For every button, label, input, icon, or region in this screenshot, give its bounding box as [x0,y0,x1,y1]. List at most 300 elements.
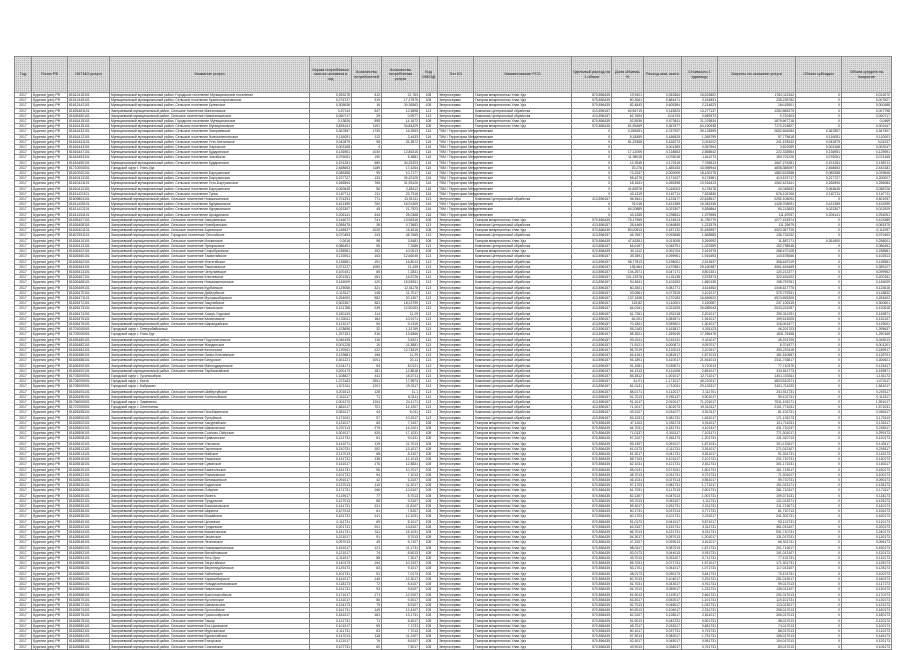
table-cell[interactable]: 0,110173 [842,628,892,633]
table-cell[interactable]: 0 [796,602,842,607]
table-cell[interactable]: Заиграевский муниципальный район, Сельское поселение Новодесятниковское [110,582,310,587]
table-cell[interactable]: 0,101138 [644,275,682,280]
table-cell[interactable]: Энергосервис [438,228,474,233]
table-cell[interactable]: 81626546101 [68,535,110,540]
table-cell[interactable]: 0 [796,269,842,274]
table-cell[interactable]: 81706000001 [68,399,110,404]
table-cell[interactable]: 2017 [15,197,32,202]
table-cell[interactable]: Энергосервис [438,275,474,280]
table-cell[interactable]: 570,856435 [572,467,612,472]
table-cell[interactable]: Энергосервис [438,478,474,483]
table-cell[interactable]: 320,461002 [718,275,796,280]
table-cell[interactable]: 98,017013 [718,618,796,623]
table-cell[interactable]: 0,711731 [682,556,718,561]
table-cell[interactable]: ТКМ / Территории Менделеевские [439,181,493,186]
table-cell[interactable]: 570,856435 [572,608,612,613]
table-cell[interactable]: 10,0513 [382,249,420,254]
table-cell[interactable]: 0,136951 [796,150,842,155]
table-cell[interactable]: 413,896157 [572,379,612,384]
table-cell[interactable]: 0,046195 [310,337,352,342]
table-cell[interactable]: Энергосервис [438,306,474,311]
table-cell[interactable]: Энергосервис [438,462,474,467]
table-cell[interactable]: 0,099952 [842,269,892,274]
table-cell[interactable]: 7170,215827 [718,124,796,129]
table-cell[interactable]: 1,611273 [682,155,718,160]
table-cell[interactable]: 0,046859 [644,223,682,228]
table-cell[interactable]: 11,98018 [612,155,644,160]
table-cell[interactable]: Компания Центральный обработка [474,363,572,368]
table-cell[interactable]: Бурятия (рес) РФ [32,608,68,613]
table-cell[interactable]: 1,710011 [644,384,682,389]
table-cell[interactable]: Компания Центральный обработка [474,321,572,326]
table-cell[interactable]: 113 [420,108,438,113]
table-cell[interactable]: 201,713017 [718,545,796,550]
table-cell[interactable]: 570,856435 [572,587,612,592]
table-cell[interactable]: Энергосервис [438,405,474,410]
table-cell[interactable]: 1,290165 [842,332,892,337]
table-cell[interactable]: 81626514101 [68,452,110,457]
table-cell[interactable]: 55,2163 [612,327,644,332]
table-cell[interactable]: 760 [352,202,382,207]
table-cell[interactable]: 49,9013 [612,644,644,649]
table-cell[interactable]: Энергосервис [438,613,474,618]
table-cell[interactable]: 413,896157 [572,373,612,378]
table-cell[interactable]: 108 [420,514,438,519]
table-cell[interactable]: 0 [572,186,612,191]
table-cell[interactable]: 81610413101 [68,176,110,181]
table-cell[interactable]: 250,311291 [718,311,796,316]
table-cell[interactable]: 0,04703 [644,113,682,118]
table-cell[interactable]: Бурятия (рес) РФ [32,498,68,503]
table-cell[interactable]: 570,856435 [572,103,612,108]
table-cell[interactable]: 113 [420,347,438,352]
table-cell[interactable]: 40,045632 [718,186,796,191]
table-cell[interactable]: 741 [352,217,382,222]
table-cell[interactable]: 54,150938 [682,124,718,129]
table-cell[interactable]: Компания Центральный обработка [474,353,572,358]
table-cell[interactable]: 71,301017 [718,472,796,477]
table-cell[interactable]: 9,8107 [382,587,420,592]
table-cell[interactable]: 108 [420,228,438,233]
table-cell[interactable]: Энергосервис [438,535,474,540]
table-cell[interactable]: Бурятия (рес) РФ [32,368,68,373]
table-cell[interactable]: 0,100173 [842,472,892,477]
table-cell[interactable]: 108 [420,446,438,451]
table-cell[interactable]: Городской округ г. Северобайкальск [110,327,310,332]
table-cell[interactable]: Компания Центральный обработка [474,316,572,321]
table-cell[interactable]: 0,145009 [310,280,352,285]
table-cell[interactable]: 81626538101 [68,514,110,519]
table-cell[interactable]: 321 [352,285,382,290]
table-cell[interactable]: Компания Центральный обработка [474,285,572,290]
table-cell[interactable]: 0,129591 [842,150,892,155]
table-cell[interactable]: 255,017013 [718,608,796,613]
table-cell[interactable]: Энергосервис [438,540,474,545]
table-cell[interactable]: 81626584101 [68,634,110,639]
table-cell[interactable]: 0,058726 [842,186,892,191]
table-cell[interactable]: Заиграевский муниципальный район, Сельское поселение Шанагинское [110,426,310,431]
table-cell[interactable]: 46,201703 [718,327,796,332]
table-cell[interactable]: 570,856435 [572,613,612,618]
table-cell[interactable]: 2017 [15,363,32,368]
table-cell[interactable]: 0 [572,150,612,155]
table-cell[interactable]: 701 [352,405,382,410]
table-cell[interactable]: 191,013171 [718,483,796,488]
table-cell[interactable]: 135,013107 [718,587,796,592]
table-cell[interactable]: 0 [796,582,842,587]
column-header[interactable]: Удельный расход на 1 объем [572,57,612,93]
table-cell[interactable]: 570,856435 [572,530,612,535]
table-cell[interactable]: Энергосервис [438,582,474,587]
table-cell[interactable]: 108 [420,571,438,576]
table-cell[interactable]: 0,070493 [310,233,352,238]
table-cell[interactable]: Энергосервис [438,389,474,394]
table-cell[interactable]: 12,5898 [382,108,420,113]
table-cell[interactable]: 2,214623 [682,103,718,108]
table-cell[interactable]: 81626568101 [68,592,110,597]
table-cell[interactable]: 870,856435 [572,93,612,98]
table-cell[interactable]: Энергосервис [438,550,474,555]
table-cell[interactable]: 1,399637 [842,327,892,332]
table-cell[interactable]: 16,8116 [382,228,420,233]
table-cell[interactable]: 0,256084 [842,181,892,186]
table-cell[interactable]: 121,013071 [718,498,796,503]
table-cell[interactable]: 0,083571 [644,316,682,321]
table-cell[interactable]: 81701000001 [68,327,110,332]
table-cell[interactable]: 0,161017 [310,576,352,581]
table-cell[interactable]: 81626488101 [68,358,110,363]
table-cell[interactable]: 0,021525 [644,306,682,311]
table-cell[interactable]: 0,605384 [644,103,682,108]
table-cell[interactable]: 14,5726 [382,275,420,280]
table-cell[interactable]: 1030 [352,150,382,155]
table-cell[interactable]: Заиграевский муниципальный район, Сельское поселение Кижингинское [110,530,310,535]
table-cell[interactable]: Энергосервис [438,119,474,124]
table-cell[interactable]: 3,164831 [682,98,718,103]
table-cell[interactable]: 0 [796,363,842,368]
table-cell[interactable]: 2017 [15,493,32,498]
table-cell[interactable]: Бурятия (рес) РФ [32,145,68,150]
table-cell[interactable]: 570,856435 [572,462,612,467]
table-cell[interactable]: Энергосервис [438,426,474,431]
table-cell[interactable]: 4913,695305 [718,295,796,300]
table-cell[interactable]: 413,896157 [572,337,612,342]
table-cell[interactable]: 2017 [15,337,32,342]
table-cell[interactable]: 2017 [15,176,32,181]
table-cell[interactable]: 2017 [15,483,32,488]
table-cell[interactable]: 2,001273 [310,399,352,404]
table-cell[interactable]: 570,856435 [572,597,612,602]
table-cell[interactable]: 81626566101 [68,587,110,592]
table-cell[interactable]: 113 [420,316,438,321]
table-cell[interactable]: 0,086451 [842,243,892,248]
table-cell[interactable]: 61,29358 [612,139,644,144]
table-cell[interactable]: 0 [796,373,842,378]
table-cell[interactable]: 0,701731 [682,472,718,477]
table-cell[interactable]: 1,031731 [682,602,718,607]
table-cell[interactable]: ТКМ / Территории Менделеевские [439,202,493,207]
table-cell[interactable]: 0,043731 [644,618,682,623]
table-cell[interactable]: Газпром межрегионгаз Улан-Удэ [474,514,572,519]
table-cell[interactable]: Бурятия (рес) РФ [32,644,68,649]
table-cell[interactable]: 81626522101 [68,472,110,477]
table-cell[interactable]: 0,081017 [310,410,352,415]
table-cell[interactable]: 10,7017 [382,467,420,472]
table-cell[interactable]: 0,611017 [682,540,718,545]
table-cell[interactable]: Муниципальный муниципальный район, Городское поселение Муниципальное поселение [110,93,310,98]
table-cell[interactable]: 116 [420,176,438,181]
table-cell[interactable]: Энергосервис [438,223,474,228]
table-cell[interactable]: Муниципальный муниципальный район, Сельское поселение Харьяское [110,145,310,150]
table-cell[interactable]: 1,379955 [682,212,718,217]
table-cell[interactable]: 12,4107 [382,608,420,613]
table-cell[interactable]: 0 [796,405,842,410]
table-cell[interactable]: 0,300601 [842,301,892,306]
table-cell[interactable]: 0,016003 [644,186,682,191]
table-cell[interactable]: 0 [796,592,842,597]
table-cell[interactable]: Бурятия (рес) РФ [32,373,68,378]
table-cell[interactable]: Бурятия (рес) РФ [32,295,68,300]
table-cell[interactable]: Энергосервис [438,410,474,415]
table-cell[interactable]: 1189 [352,165,382,170]
table-cell[interactable]: 0,141071 [310,441,352,446]
table-cell[interactable]: 0,030173 [644,571,682,576]
table-cell[interactable]: 0 [572,176,612,181]
table-cell[interactable]: 570,856435 [572,639,612,644]
table-cell[interactable]: 0,116051 [310,134,352,139]
table-cell[interactable]: 413,896157 [572,108,612,113]
table-cell[interactable]: 0,367677 [644,124,682,129]
table-cell[interactable]: 113 [420,384,438,389]
table-cell[interactable]: 0,117013 [310,452,352,457]
table-cell[interactable]: 11,3017 [382,483,420,488]
table-cell[interactable]: Энергосервис [438,98,474,103]
table-cell[interactable]: Бурятия (рес) РФ [32,576,68,581]
table-cell[interactable]: 0,352564 [644,93,682,98]
table-cell[interactable]: 108 [420,426,438,431]
table-cell[interactable]: 0,163817 [644,327,682,332]
table-cell[interactable]: 81704000001 [68,379,110,384]
table-cell[interactable]: 0,131731 [310,457,352,462]
table-cell[interactable]: 39,3591 [612,254,644,259]
table-cell[interactable]: Заиграевский муниципальный район, Сельское поселение Гильбиринское [110,410,310,415]
table-cell[interactable]: 0,043017 [644,582,682,587]
table-cell[interactable]: 20,11 [382,358,420,363]
table-cell[interactable]: 81626464101 [68,264,110,269]
table-cell[interactable]: 2,111701 [682,389,718,394]
table-cell[interactable]: 2017 [15,285,32,290]
table-cell[interactable]: 11,29 [382,311,420,316]
table-cell[interactable]: 3,5421 [382,337,420,342]
table-cell[interactable]: 0,081731 [644,415,682,420]
table-cell[interactable]: 570,856435 [572,249,612,254]
table-cell[interactable]: Бурятия (рес) РФ [32,478,68,483]
table-cell[interactable]: 81626588101 [68,644,110,649]
table-cell[interactable]: 0,131017 [310,420,352,425]
table-cell[interactable]: 275 [352,426,382,431]
table-cell[interactable]: 16,8013 [382,259,420,264]
table-cell[interactable]: Заиграевский муниципальный район, Сельское поселение Шанагинское [110,602,310,607]
table-cell[interactable]: 0,421359 [796,202,842,207]
table-cell[interactable]: 51,7031 [612,582,644,587]
table-cell[interactable]: Бурятия (рес) РФ [32,597,68,602]
table-cell[interactable]: 316 [352,332,382,337]
table-cell[interactable]: 82,4843 [612,103,644,108]
table-cell[interactable]: 108 [420,566,438,571]
table-cell[interactable]: 0,20744 [310,108,352,113]
table-cell[interactable]: 12,66045 [382,254,420,259]
table-cell[interactable]: 0 [796,124,842,129]
table-cell[interactable]: 11,1 [382,389,420,394]
table-cell[interactable]: 413,896157 [572,353,612,358]
table-cell[interactable]: Энергосервис [438,634,474,639]
table-cell[interactable]: 21,7923 [382,207,420,212]
table-cell[interactable]: 0,023307 [796,207,842,212]
table-cell[interactable]: 0 [796,311,842,316]
table-cell[interactable]: Бурятия (рес) РФ [32,634,68,639]
table-cell[interactable]: 0,057013 [644,535,682,540]
table-cell[interactable]: 104,017013 [718,639,796,644]
table-cell[interactable]: 0,097017 [682,342,718,347]
table-cell[interactable]: 88 [352,498,382,503]
table-cell[interactable]: 0 [796,217,842,222]
table-cell[interactable]: 77,101731 [718,556,796,561]
table-cell[interactable]: Бурятия (рес) РФ [32,306,68,311]
table-cell[interactable]: 8,7013 [382,493,420,498]
table-cell[interactable]: 65 [352,269,382,274]
table-cell[interactable]: 66,7013 [612,530,644,535]
table-cell[interactable]: Бурятия (рес) РФ [32,238,68,243]
table-cell[interactable]: 113 [420,373,438,378]
table-cell[interactable]: 2017 [15,561,32,566]
table-cell[interactable]: 81626408101 [68,223,110,228]
table-cell[interactable]: Энергосервис [438,514,474,519]
table-cell[interactable]: 2,468653 [796,165,842,170]
table-cell[interactable]: Компания Центральный обработка [474,337,572,342]
table-cell[interactable]: 1,073163 [310,379,352,384]
table-cell[interactable]: Компания Центральный обработка [474,301,572,306]
table-cell[interactable]: 2017 [15,301,32,306]
table-cell[interactable]: ТКМ / Территории Менделеевские [439,207,493,212]
table-cell[interactable]: 81611412101 [68,207,110,212]
table-cell[interactable]: 0,161731 [310,514,352,519]
table-cell[interactable]: 58,0317 [612,545,644,550]
table-cell[interactable]: 0,016131 [644,337,682,342]
table-cell[interactable]: 0,121017 [310,321,352,326]
table-cell[interactable]: 2,101517 [682,347,718,352]
table-cell[interactable]: Заиграевский муниципальный район, Сельское поселение Хайтинское [110,571,310,576]
table-cell[interactable]: 0 [796,342,842,347]
table-cell[interactable]: Заиграевский муниципальный район, Сельское поселение Оронгойское [110,608,310,613]
table-cell[interactable]: Газпром межрегионгаз Улан-Удэ [474,472,572,477]
table-cell[interactable]: Заиграевский муниципальный район, Сельское поселение Новокижингинское [110,280,310,285]
table-cell[interactable]: Бурятия (рес) РФ [32,327,68,332]
table-cell[interactable]: Бурятия (рес) РФ [32,285,68,290]
table-cell[interactable]: Заиграевский муниципальный район, Сельское поселение Еравнинское [110,436,310,441]
table-cell[interactable]: 181 [352,368,382,373]
table-cell[interactable]: 81616447101 [68,150,110,155]
table-cell[interactable]: Заиграевский муниципальный район, Городское поселение Онохойское [110,233,310,238]
table-cell[interactable]: Заиграевский муниципальный район, Сельское поселение Закулейское [110,301,310,306]
table-cell[interactable]: 0 [796,550,842,555]
table-cell[interactable]: 0,170115 [644,160,682,165]
table-cell[interactable]: 3,311731 [682,524,718,529]
table-cell[interactable]: Компания Центральный обработка [474,389,572,394]
table-cell[interactable]: 0,117173 [842,582,892,587]
table-cell[interactable]: 55 [352,243,382,248]
table-cell[interactable]: 570,856435 [572,514,612,519]
table-cell[interactable]: 17,12009 [612,150,644,155]
table-cell[interactable]: 0 [796,472,842,477]
table-cell[interactable]: Заиграевский муниципальный район, Сельское поселение Уаканское [110,457,310,462]
table-cell[interactable]: 81626496101 [68,394,110,399]
table-cell[interactable]: 59,3017 [612,504,644,509]
table-cell[interactable]: 21,561013 [682,358,718,363]
table-cell[interactable]: Газпром межрегионгаз Улан-Удэ [474,608,572,613]
table-cell[interactable]: 413,896157 [572,233,612,238]
table-cell[interactable]: 0 [572,155,612,160]
table-cell[interactable]: 10,9171 [382,316,420,321]
table-cell[interactable]: 81626410101 [68,238,110,243]
table-cell[interactable]: 0 [572,202,612,207]
table-cell[interactable]: 116 [352,337,382,342]
table-cell[interactable]: 81705000001 [68,384,110,389]
table-cell[interactable]: Компания Центральный обработка [474,311,572,316]
table-cell[interactable]: Городской округ г. Селенгинск [110,405,310,410]
table-cell[interactable]: ТКМ / Территории Менделеевские [439,212,493,217]
table-cell[interactable]: 81626486101 [68,353,110,358]
table-cell[interactable]: 5,18459 [612,134,644,139]
table-cell[interactable]: 48,7665 [382,233,420,238]
table-cell[interactable]: 1,571017 [682,561,718,566]
table-cell[interactable]: 241,301731 [718,514,796,519]
table-cell[interactable]: 0,000871 [644,342,682,347]
table-cell[interactable]: 0,254051 [842,212,892,217]
table-cell[interactable]: Заиграевский муниципальный район, Сельское поселение Новоильинское [110,197,310,202]
table-cell[interactable]: 0,080117 [842,410,892,415]
table-cell[interactable]: Газпром межрегионгаз Улан-Удэ [474,504,572,509]
table-cell[interactable]: Бурятия (рес) РФ [32,119,68,124]
table-cell[interactable]: 54 [352,363,382,368]
table-cell[interactable]: Бурятия (рес) РФ [32,582,68,587]
table-cell[interactable]: 0,110173 [842,519,892,524]
table-cell[interactable]: Бурятия (рес) РФ [32,202,68,207]
table-cell[interactable]: 2017 [15,623,32,628]
table-cell[interactable]: 0,045013 [842,337,892,342]
table-cell[interactable]: 0,031077 [644,410,682,415]
table-cell[interactable]: Бурятия (рес) РФ [32,93,68,98]
table-cell[interactable]: 6,011 [382,410,420,415]
table-cell[interactable]: Энергосервис [438,238,474,243]
table-cell[interactable]: 0 [796,347,842,352]
table-cell[interactable]: 116 [420,186,438,191]
table-cell[interactable]: 0,071031 [644,467,682,472]
table-cell[interactable]: 1,001731 [682,493,718,498]
table-cell[interactable]: 108 [420,545,438,550]
table-cell[interactable]: 0,127013 [310,498,352,503]
table-cell[interactable]: 108 [420,493,438,498]
table-cell[interactable]: 0,121731 [310,618,352,623]
table-cell[interactable]: 113 [420,290,438,295]
table-cell[interactable]: Энергосервис [438,524,474,529]
table-cell[interactable]: 81626552101 [68,550,110,555]
table-cell[interactable]: Заиграевский муниципальный район, Сельское поселение Мухоршибирское [110,295,310,300]
table-cell[interactable]: 211,713071 [718,504,796,509]
table-cell[interactable]: Энергосервис [438,545,474,550]
table-cell[interactable]: 2,913637 [682,259,718,264]
table-cell[interactable]: 11,3881 [382,342,420,347]
table-cell[interactable]: Муниципальный муниципальный район, Сельское поселение Баргузинское [110,171,310,176]
